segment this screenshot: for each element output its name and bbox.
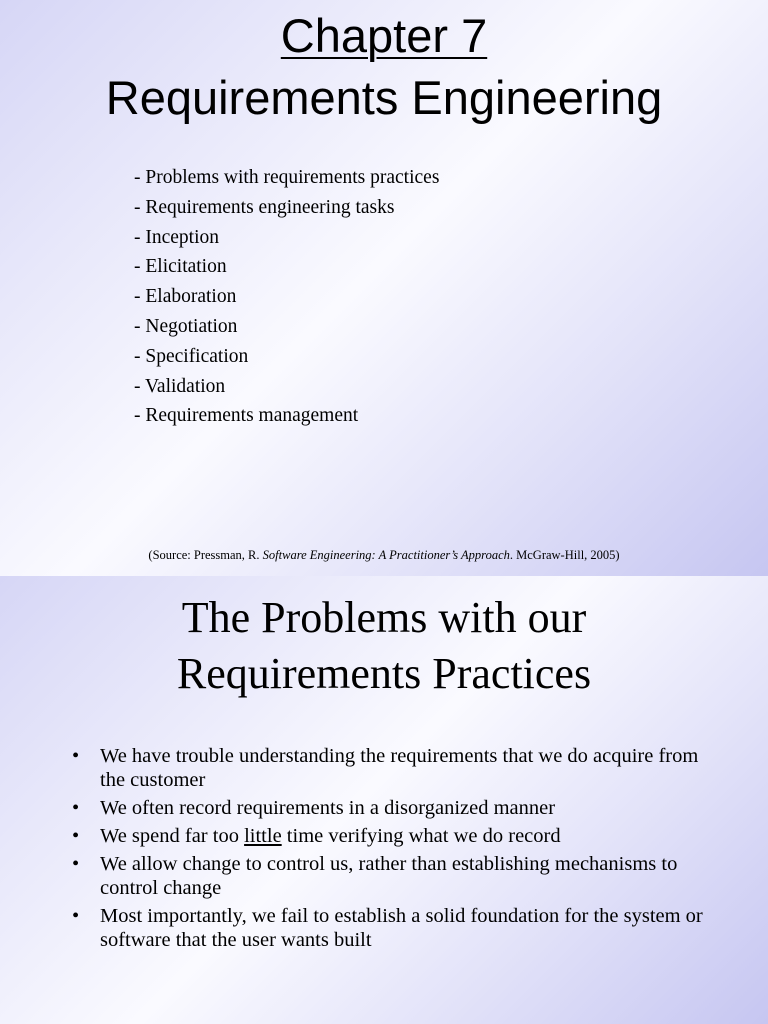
source-citation	[0, 548, 768, 563]
chapter-title: Requirements Engineering	[105, 71, 663, 124]
slide-problems	[0, 576, 768, 1024]
topic-item: - Negotiation	[134, 315, 238, 337]
source-prefix: (Source: Pressman, R.	[148, 548, 263, 562]
slide-title-line-2: Requirements Practices	[176, 649, 592, 698]
slide-title-line-1: The Problems with our	[181, 593, 587, 642]
bullet-icon: •	[72, 797, 80, 819]
problem-item	[72, 824, 722, 848]
problem-item	[72, 796, 722, 820]
emphasis-little: little	[244, 825, 282, 847]
chapter-label: Chapter 7	[280, 9, 488, 62]
problem-text: Most importantly, we fail to establish a solid foundation for the system or software that the user wants built	[100, 905, 703, 951]
topic-item: - Requirements management	[134, 405, 359, 427]
slide-title	[0, 590, 768, 702]
problem-text: We often record requirements in a disorganized manner	[100, 797, 556, 819]
problem-text: We have trouble understanding the requirements that we do acquire from the customer	[100, 745, 699, 791]
bullet-icon: •	[72, 853, 80, 875]
topic-item: - Problems with requirements practices	[134, 167, 440, 188]
topic-item: - Specification	[134, 345, 249, 367]
problem-list	[72, 744, 722, 956]
topic-item: - Inception	[134, 226, 220, 248]
problem-text: We allow change to control us, rather than establishing mechanisms to control change	[100, 853, 678, 899]
problem-text-after: time verifying what we do record	[281, 825, 561, 847]
topic-item: - Elaboration	[134, 286, 237, 308]
topic-item: - Validation	[134, 375, 226, 397]
problem-text-before: We spend far too	[100, 825, 245, 847]
problem-text	[100, 825, 561, 847]
bullet-icon: •	[72, 745, 80, 767]
topic-item: - Requirements engineering tasks	[134, 196, 395, 218]
source-suffix: . McGraw-Hill, 2005)	[509, 548, 620, 562]
bullet-icon: •	[72, 905, 80, 927]
problem-item	[72, 852, 722, 900]
topic-list	[134, 163, 439, 431]
bullet-icon: •	[72, 825, 80, 847]
problem-item	[72, 744, 722, 792]
topic-item: - Elicitation	[134, 256, 227, 278]
source-book-title: Software Engineering: A Practitioner’s Approach	[262, 548, 510, 562]
problem-item	[72, 904, 722, 952]
